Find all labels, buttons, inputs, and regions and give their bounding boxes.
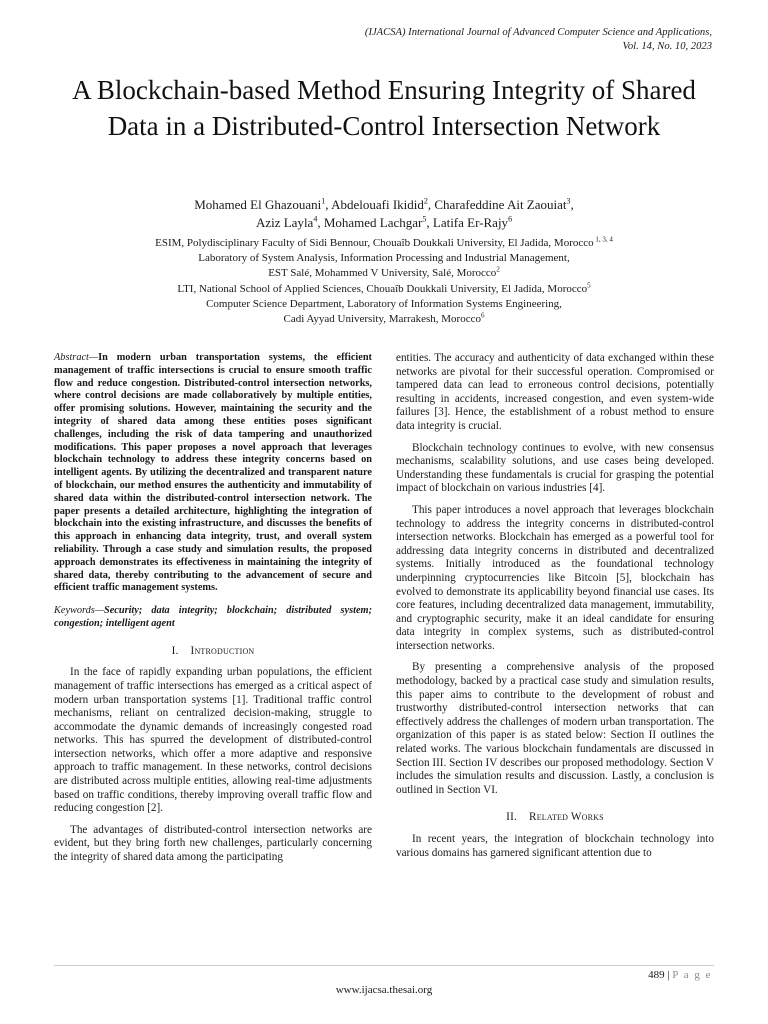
- author: Mohamed Lachgar$^5$,: [323, 214, 433, 230]
- author-row-2: [50, 214, 718, 232]
- affiliations: [50, 236, 718, 327]
- body-paragraph: Blockchain technology continues to evolve, with new consensus mechanisms, scalability solutions, and use cases being developed. Understanding these fundamentals is crucial for grasping the potential impact of blockchain on various industries [4].: [396, 441, 714, 495]
- author: Charafeddine Ait Zaouiat$^3$,: [434, 196, 574, 212]
- journal-volume: Vol. 14, No. 10, 2023: [622, 41, 712, 52]
- affiliation-line: ESIM, Polydisciplinary Faculty of Sidi Bennour, Chouaîb Doukkali University, El Jadida, Morocco $^{1, 3, 4}$: [155, 235, 613, 249]
- journal-name: (IJACSA) International Journal of Advanced Computer Science and Applications,: [364, 27, 712, 38]
- author: Latifa Er-Rajy$^6$: [432, 214, 513, 230]
- body-paragraph: In the face of rapidly expanding urban populations, the efficient management of traffic intersections has emerged as a critical aspect of modern urban transportation systems [1]. Traditional traffic control mechanisms, reliant on centralized decision-making, struggle to accommodate the dynamic demands of increasingly congested road networks. This has spurred the development of distributed-control intersection networks, which offer a more adaptive and responsive approach to traffic management. In these networks, control decisions are distributed across multiple entities, allowing real-time adjustments based on traffic conditions, thereby improving overall traffic flow and reducing congestion [2].: [54, 666, 372, 815]
- author: Mohamed El Ghazouani$^1$,: [194, 196, 332, 212]
- footer-divider: [54, 965, 714, 966]
- body-paragraph: This paper introduces a novel approach that leverages blockchain technology to address the integrity concerns in distributed-control intersection networks. Blockchain has emerged as a powerful tool for addressing data integrity concerns in distributed and decentralized systems. Initially introduced as the foundational technology underpinning cryptocurrencies like Bitcoin [5], blockchain has evolved to demonstrate its applicability beyond financial use cases. Its core features, including decentralized data management, immutability, and cryptographic security, make it an ideal candidate for ensuring data integrity in complex systems, such as distributed-control intersection networks.: [396, 503, 714, 652]
- affiliation-line: LTI, National School of Applied Sciences, Chouaîb Doukkali University, El Jadida, Morocco$^5$: [177, 280, 591, 295]
- body-paragraph: entities. The accuracy and authenticity of data exchanged within these networks are pivotal for their successful operation. Compromised or tampered data can lead to erroneous control decisions, potentially resulting in accidents, increased congestion, and even system-wide failures [3]. Hence, the establishment of a robust method to ensure data integrity is crucial.: [396, 352, 714, 432]
- left-column: [54, 352, 372, 873]
- affiliation-line: EST Salé, Mohammed V University, Salé, Morocco$^2$: [268, 265, 500, 280]
- keywords-label: Keywords—: [54, 605, 104, 617]
- body-paragraph: By presenting a comprehensive analysis of the proposed methodology, backed by a practical case study and simulation results, this paper aims to contribute to the development of robust and trustworthy distributed-control intersection networks that can effectively address the challenges of modern urban transportation. The organization of this paper is as stated below: Section II outlines the related works. The various blockchain fundamentals are discussed in Section III. Section IV describes our proposed methodology. Section V includes the simulation results and discussion. Lastly, a conclusion is outlined in Section VI.: [396, 661, 714, 796]
- abstract-label: Abstract—: [54, 352, 99, 363]
- keywords-text: Security; data integrity; blockchain; distributed system; congestion; intelligent agent: [54, 605, 372, 629]
- body-paragraph: In recent years, the integration of blockchain technology into various domains has garnered significant attention due to: [396, 833, 714, 859]
- affiliation-line: Laboratory of System Analysis, Information Processing and Industrial Management,: [198, 252, 570, 265]
- page-number: 489 | P a g e: [648, 969, 712, 981]
- section-heading-related-works: II. Related Works: [506, 811, 604, 824]
- author: Abdelouafi Ikidid$^2$,: [331, 196, 435, 212]
- author-row-1: [50, 196, 718, 214]
- author-list: [50, 196, 718, 232]
- abstract-text: In modern urban transportation systems, the efficient management of traffic intersections is crucial to ensure smooth traffic flow and reduce congestion. Distributed-control intersection networks, where control decisions are made collaboratively by multiple entities, offer promising solutions. However, maintaining the security and the integrity of shared data among these entities poses significant challenges, including the risk of data tampering and unauthorized modifications. This paper proposes a novel approach that leverages blockchain technology to address these integrity concerns based on intelligent agents. By utilizing the decentralized and transparent nature of blockchain, our method ensures the authenticity and immutability of shared data within the distributed-control intersection network. The paper presents a detailed architecture, highlighting the integration of blockchain into the existing infrastructure, and discusses the benefits of this approach in enhancing data integrity, trust, and overall system reliability. Through a case study and simulation results, the proposed approach demonstrates its effectiveness in maintaining the integrity of shared data, thereby contributing to the advancement of secure and efficient traffic management systems.: [54, 352, 372, 594]
- website-link[interactable]: www.ijacsa.thesai.org: [335, 984, 433, 996]
- section-heading-introduction: I. Introduction: [171, 644, 255, 657]
- abstract: [54, 352, 372, 595]
- affiliation-line: Computer Science Department, Laboratory of Information Systems Engineering,: [206, 297, 562, 310]
- affiliation-line: Cadi Ayyad University, Marrakesh, Morocco$^6$: [283, 311, 485, 326]
- author: Aziz Layla$^4$,: [255, 214, 324, 230]
- journal-header: [112, 26, 712, 54]
- body-paragraph: The advantages of distributed-control intersection networks are evident, but they bring forth new challenges, particularly concerning the integrity of shared data among the participating: [54, 823, 372, 864]
- paper-title: A Blockchain-based Method Ensuring Integrity of Shared Data in a Distributed-Control Intersection Network: [72, 75, 696, 141]
- keywords: [54, 605, 372, 631]
- right-column: [396, 352, 714, 868]
